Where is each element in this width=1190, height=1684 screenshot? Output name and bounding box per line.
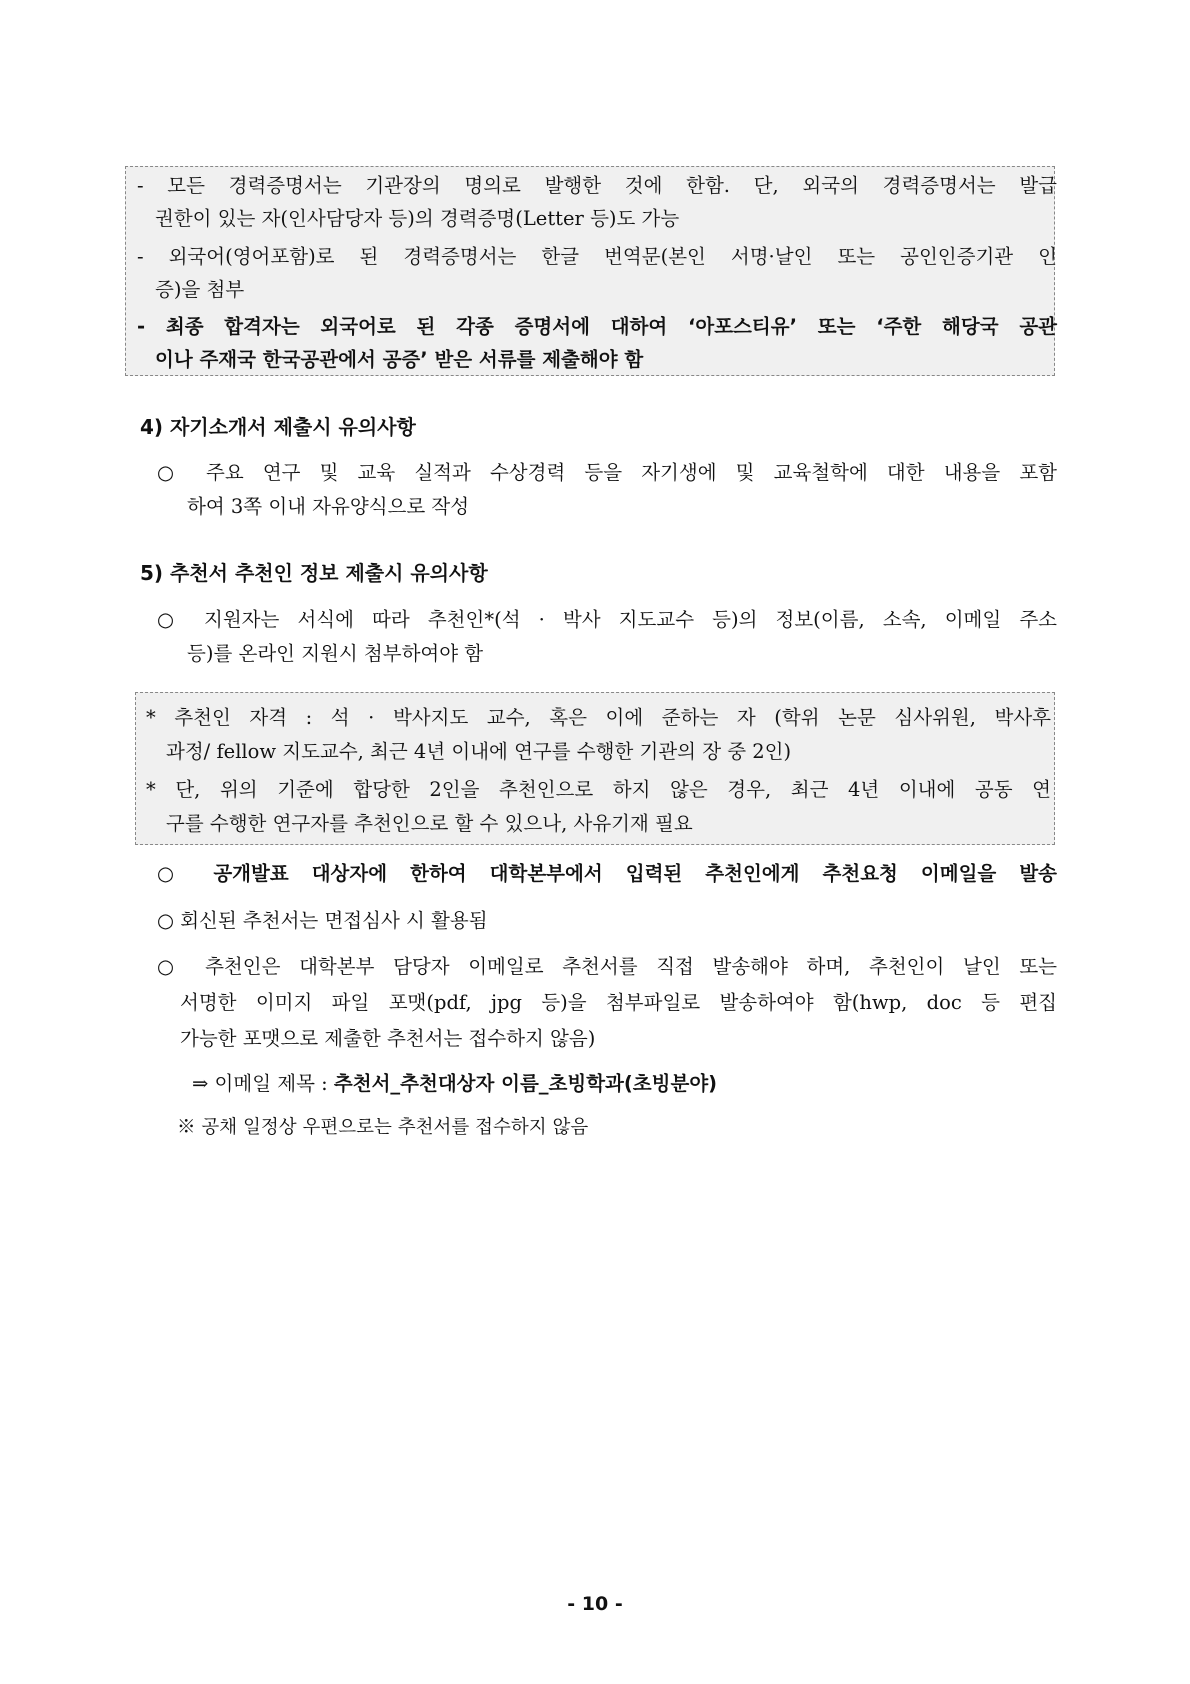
section-4-heading: 4) 자기소개서 제출시 유의사항 [140,415,416,439]
item-recommender-email-1: ○ 추천인은 대학본부 담당자 이메일로 추천서를 직접 발송해야 하며, 추천인이 날인 또는 [157,955,1057,978]
email-subject-format: 추천서_추천대상자 이름_초빙학과(초빙분야) [333,1072,718,1095]
item-public-presentation: ○ 공개발표 대상자에 한하여 대학본부에서 입력된 추천인에게 추천요청 이메일을 발송 [157,862,1057,885]
section-5-paragraph-1: ○ 지원자는 서식에 따라 추천인*(석 · 박사 지도교수 등)의 정보(이름, 소속, 이메일 주소 [157,608,1057,631]
box1-line-1: - 모든 경력증명서는 기관장의 명의로 발행한 것에 한함. 단, 외국의 경력증명서는 발급 [137,174,1057,197]
note-box-career-certificates [125,166,1055,376]
section-4-paragraph-2: 하여 3쪽 이내 자유양식으로 작성 [187,495,470,518]
page-number: - 10 - [567,1593,623,1615]
email-subject-line [192,1074,717,1094]
note-no-postal: ※ 공채 일정상 우편으로는 추천서를 접수하지 않음 [177,1117,589,1138]
email-subject-prefix: ⇒ 이메일 제목 : [192,1072,334,1095]
section-4-paragraph-1: ○ 주요 연구 및 교육 실적과 수상경력 등을 자기생에 및 교육철학에 대한 내용을 포함 [157,461,1057,484]
item-reply-usage: ○ 회신된 추천서는 면접심사 시 활용됨 [157,909,488,932]
box1-line-6: 이나 주재국 한국공관에서 공증’ 받은 서류를 제출해야 함 [155,348,644,371]
box2-line-2: 과정/ fellow 지도교수, 최근 4년 이내에 연구를 수행한 기관의 장 중 2인) [166,740,792,763]
box1-line-3: - 외국어(영어포함)로 된 경력증명서는 한글 번역문(본인 서명·날인 또는 공인인증기관 인 [137,245,1057,268]
box1-line-2: 권한이 있는 자(인사담당자 등)의 경력증명(Letter 등)도 가능 [155,207,680,230]
section-5-paragraph-2: 등)를 온라인 지원시 첨부하여야 함 [187,642,484,665]
box2-line-3: * 단, 위의 기준에 합당한 2인을 추천인으로 하지 않은 경우, 최근 4년 이내에 공동 연 [146,778,1051,801]
box1-line-5: - 최종 합격자는 외국어로 된 각종 증명서에 대하여 ‘아포스티유’ 또는 ‘주한 해당국 공관 [137,315,1057,338]
item-recommender-email-3: 가능한 포맷으로 제출한 추천서는 접수하지 않음) [180,1027,596,1050]
box1-line-4: 증)을 첨부 [155,278,245,301]
item-recommender-email-2: 서명한 이미지 파일 포맷(pdf, jpg 등)을 첨부파일로 발송하여야 함(hwp, doc 등 편집 [180,991,1057,1014]
box2-line-4: 구를 수행한 연구자를 추천인으로 할 수 있으나, 사유기재 필요 [166,812,693,835]
box2-line-1: * 추천인 자격 : 석 · 박사지도 교수, 혹은 이에 준하는 자 (학위 논문 심사위원, 박사후 [146,706,1051,729]
section-5-heading: 5) 추천서 추천인 정보 제출시 유의사항 [140,561,488,585]
